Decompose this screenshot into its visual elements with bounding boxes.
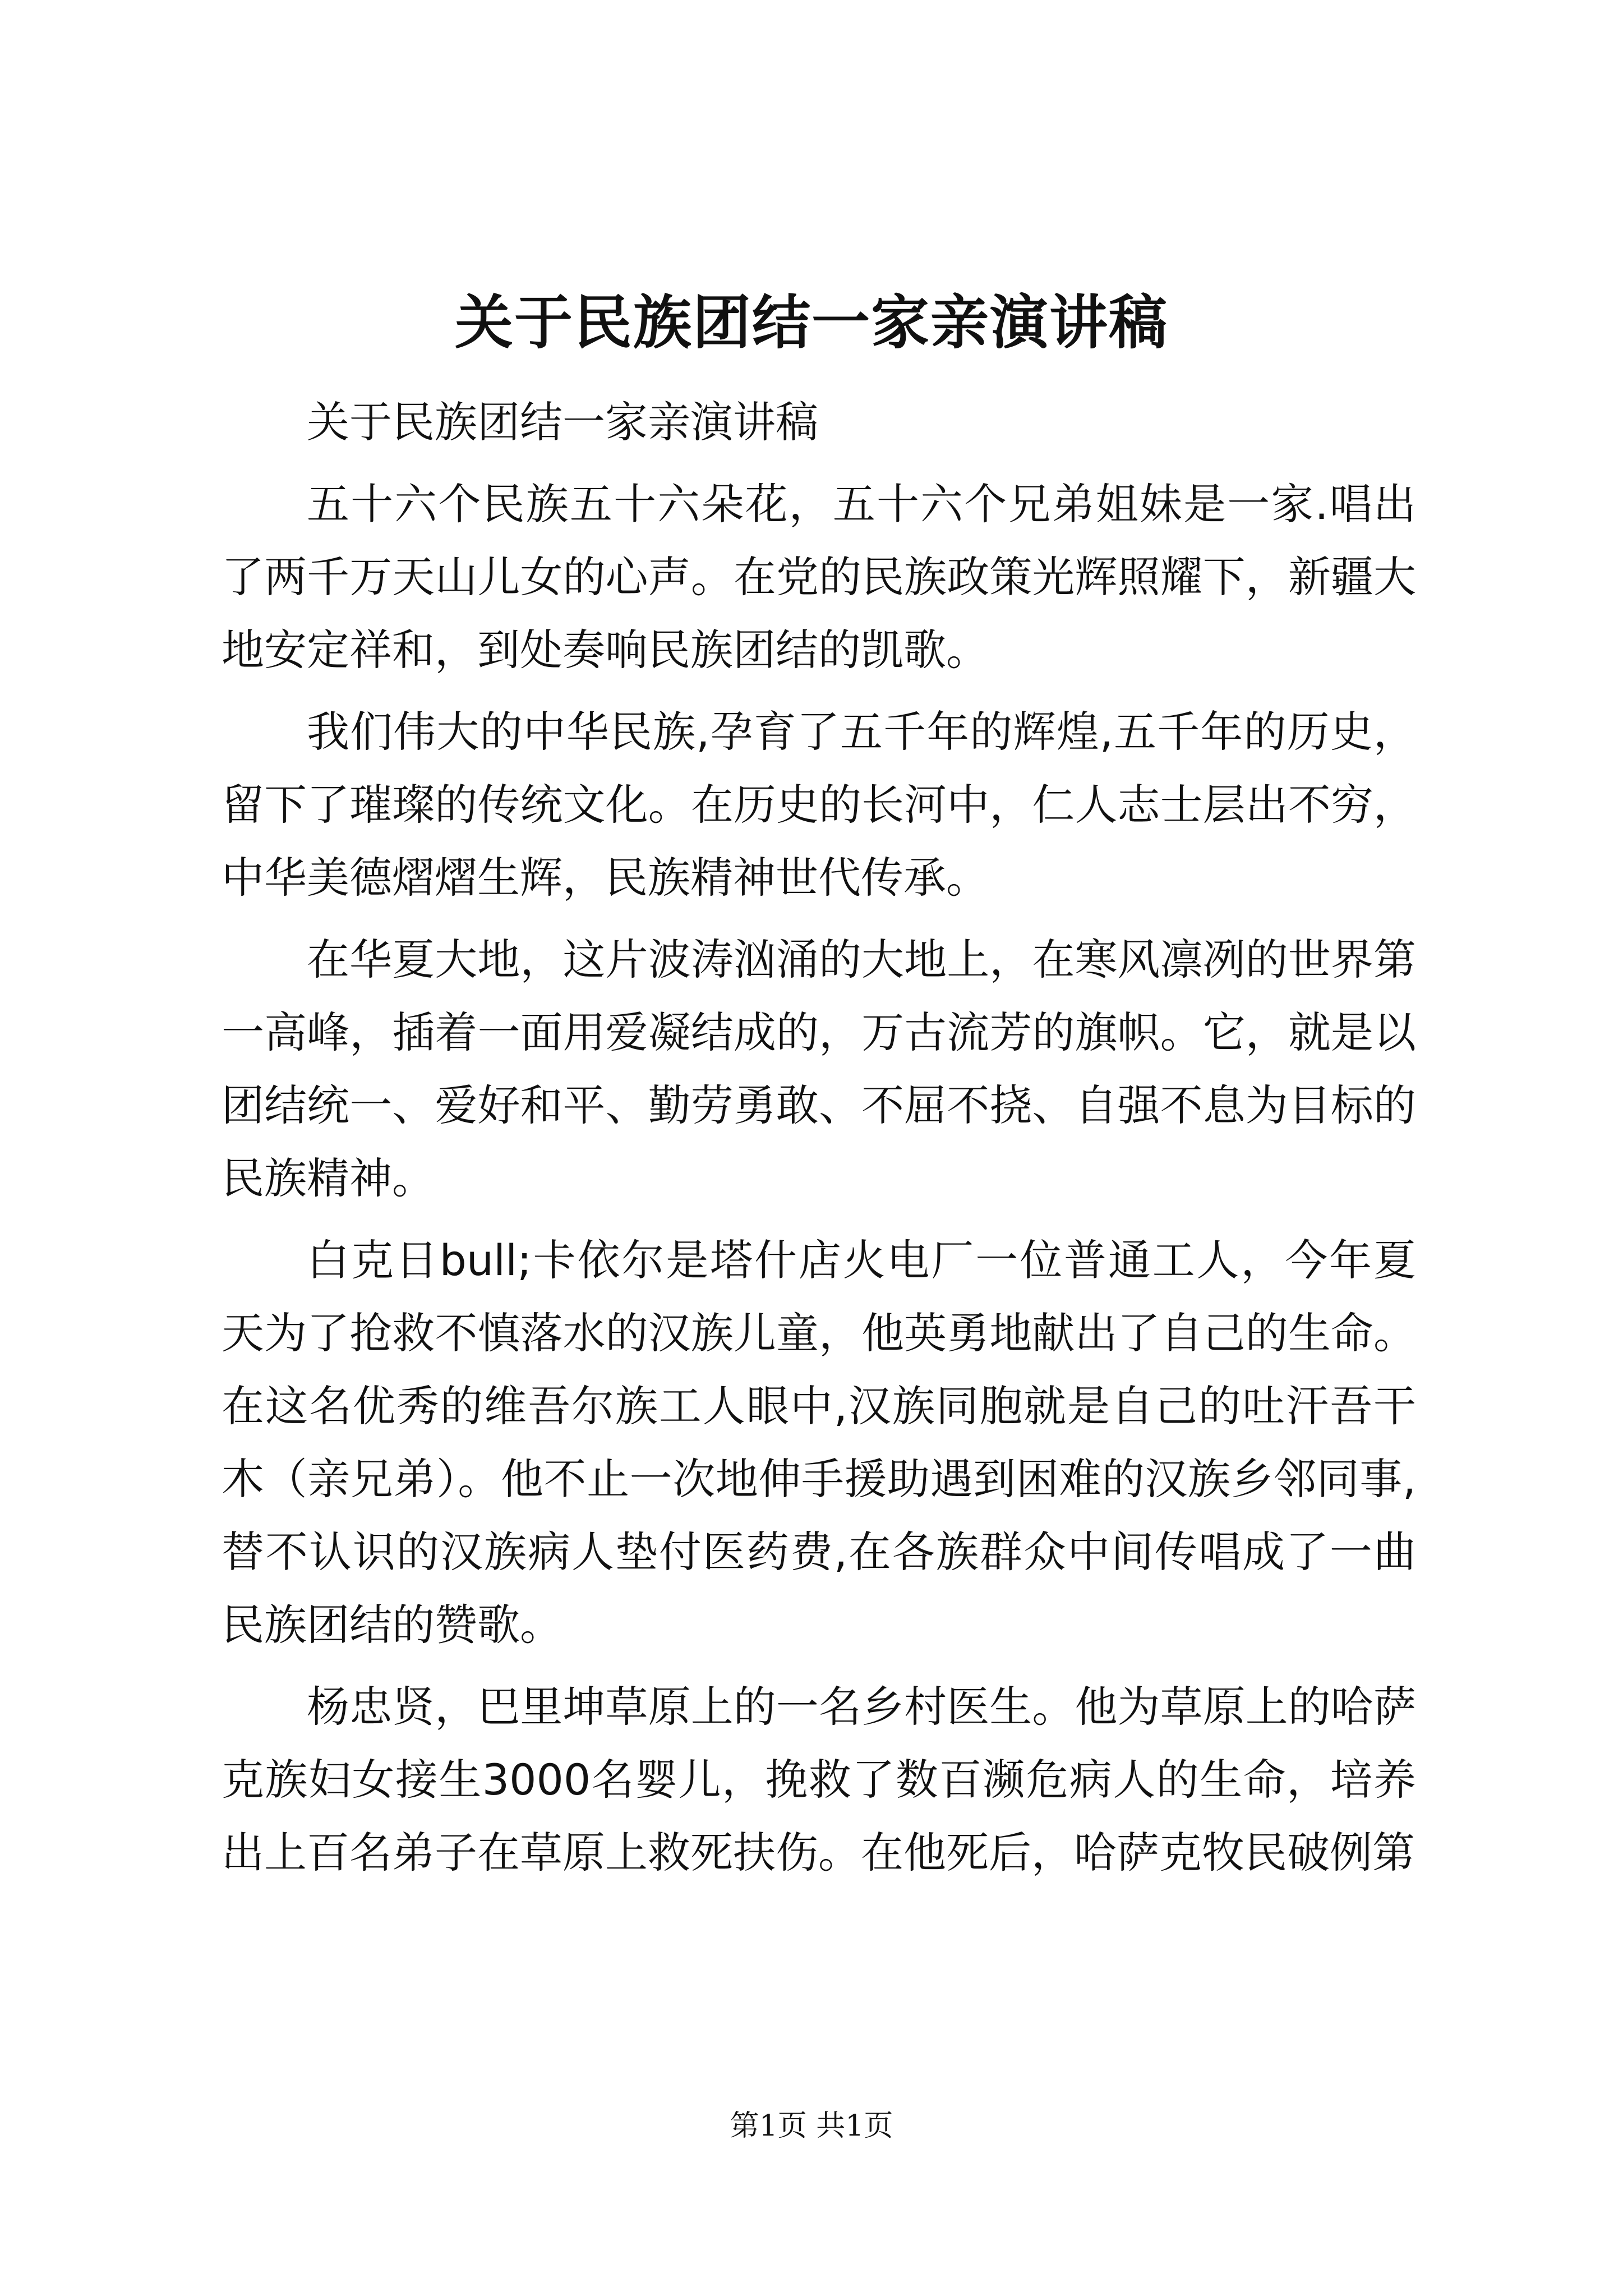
paragraph-subtitle: 关于民族团结一家亲演讲稿 <box>307 397 818 447</box>
paragraph: 我们伟大的中华民族,孕育了五千年的辉煌,五千年的历史，留下了璀璨的传统文化。在历史的长河中，仁人志士层出不穷，中华美德熠熠生辉，民族精神世代传承。 <box>222 707 1416 903</box>
page-footer: 第1页 共1页 <box>730 2109 893 2143</box>
paragraph: 五十六个民族五十六朵花，五十六个兄弟姐妹是一家.唱出了两千万天山儿女的心声。在党的民族政策光辉照耀下，新疆大地安定祥和，到处奏响民族团结的凯歌。 <box>222 479 1416 675</box>
paragraph: 白克日bull;卡依尔是塔什店火电厂一位普通工人，今年夏天为了抢救不慎落水的汉族儿童，他英勇地献出了自己的生命。在这名优秀的维吾尔族工人眼中,汉族同胞就是自己的吐汗吾干木（亲兄弟）。他不止一次地伸手援助遇到困难的汉族乡邻同事,替不认识的汉族病人垫付医药费,在各族群众中间传唱成了一曲民族团结的赞歌。 <box>222 1235 1416 1650</box>
paragraph: 杨忠贤，巴里坤草原上的一名乡村医生。他为草原上的哈萨克族妇女接生3000名婴儿，挽救了数百濒危病人的生命，培养出上百名弟子在草原上救死扶伤。在他死后，哈萨克牧民破例第 <box>222 1682 1416 1878</box>
document-title: 关于民族团结一家亲演讲稿 <box>454 288 1168 357</box>
document-body <box>222 386 1416 1898</box>
paragraph: 在华夏大地，这片波涛汹涌的大地上，在寒风凛冽的世界第一高峰，插着一面用爱凝结成的，万古流芳的旗帜。它，就是以团结统一、爱好和平、勤劳勇敢、不屈不挠、自强不息为目标的民族精神。 <box>222 935 1416 1203</box>
